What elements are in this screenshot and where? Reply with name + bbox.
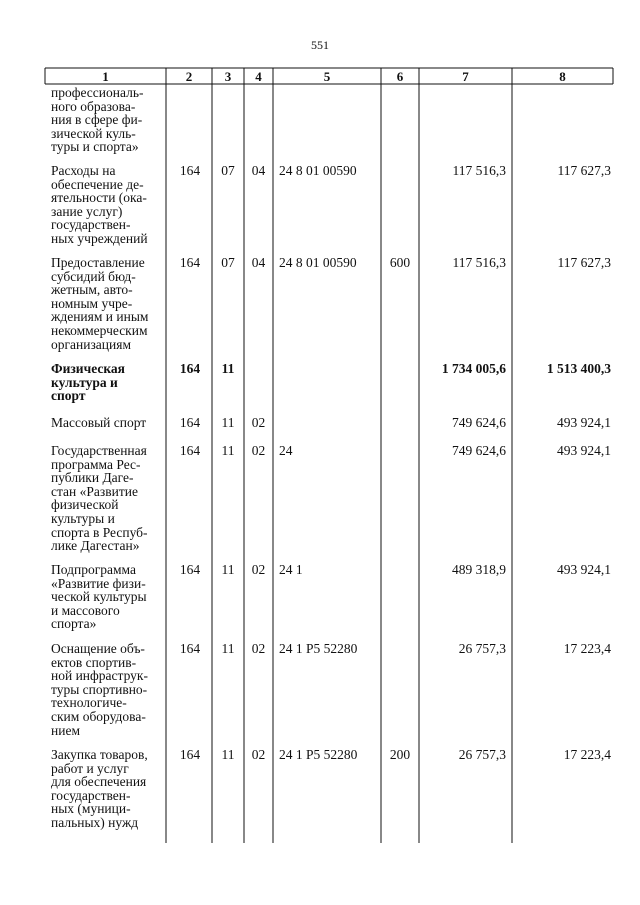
- column-header-2: 2: [185, 69, 193, 84]
- row-section: 11: [221, 361, 235, 376]
- row-name: Расходы на обеспечение де- ятельности (ока- зание услуг) государствен- ных учреждений: [51, 163, 148, 246]
- row-amount-1: 26 757,3: [458, 747, 506, 762]
- row-section: 11: [221, 747, 235, 762]
- row-subsection: 02: [251, 641, 266, 656]
- column-header-5: 5: [323, 69, 331, 84]
- row-amount-2: 493 924,1: [557, 562, 611, 577]
- row-name: Массовый спорт: [51, 415, 147, 430]
- column-header-7: 7: [462, 69, 469, 84]
- row-code: 164: [179, 361, 201, 376]
- row-amount-1: 117 516,3: [452, 255, 506, 270]
- row-section: 11: [221, 415, 235, 430]
- row-section: 11: [221, 641, 235, 656]
- row-subsection: 04: [251, 255, 266, 270]
- row-expense-type: 200: [389, 747, 411, 762]
- row-code: 164: [179, 641, 201, 656]
- row-amount-1: 1 734 005,6: [441, 361, 506, 376]
- row-code: 164: [179, 562, 201, 577]
- row-name: профессиональ- ного образова- ния в сфере фи- зической куль- туры и спорта»: [51, 85, 144, 155]
- row-code: 164: [179, 415, 201, 430]
- row-section: 07: [221, 163, 235, 178]
- row-amount-2: 117 627,3: [557, 163, 611, 178]
- row-name: Предоставление субсидий бюд- жетным, авто- номным учре- ждениям и иным некоммерческим организациям: [51, 255, 149, 352]
- row-amount-2: 493 924,1: [557, 443, 611, 458]
- row-section: 11: [221, 443, 235, 458]
- row-section: 07: [221, 255, 235, 270]
- row-code: 164: [179, 255, 201, 270]
- row-target: 24: [279, 443, 293, 458]
- column-header-3: 3: [224, 69, 232, 84]
- row-target: 24 1 P5 52280: [279, 641, 358, 656]
- row-amount-2: 117 627,3: [557, 255, 611, 270]
- row-name: Государственная программа Рес- публики Даге- стан «Развитие физической культуры и спорта в Респуб- лике Дагестан»: [51, 443, 148, 554]
- row-section: 11: [221, 562, 235, 577]
- row-name: Физическая культура и спорт: [51, 361, 125, 404]
- row-amount-1: 117 516,3: [452, 163, 506, 178]
- row-code: 164: [179, 747, 201, 762]
- row-name: Подпрограмма «Развитие физи- ческой культуры и массового спорта»: [51, 562, 147, 632]
- row-name: Закупка товаров, работ и услуг для обеспечения государствен- ных (муници- пальных) нужд: [51, 747, 148, 830]
- row-subsection: 02: [251, 747, 266, 762]
- row-amount-2: 17 223,4: [563, 641, 611, 656]
- row-subsection: 02: [251, 562, 266, 577]
- page-number: 551: [311, 38, 329, 52]
- row-code: 164: [179, 163, 201, 178]
- row-subsection: 02: [251, 415, 266, 430]
- row-code: 164: [179, 443, 201, 458]
- row-amount-1: 749 624,6: [452, 415, 506, 430]
- column-header-8: 8: [559, 69, 566, 84]
- row-target: 24 1: [279, 562, 303, 577]
- row-amount-2: 17 223,4: [563, 747, 611, 762]
- row-target: 24 8 01 00590: [279, 163, 357, 178]
- row-name: Оснащение объ- ектов спортив- ной инфраструк- туры спортивно- технологиче- ским оборудова- нием: [51, 641, 148, 738]
- row-target: 24 8 01 00590: [279, 255, 357, 270]
- row-amount-2: 493 924,1: [557, 415, 611, 430]
- column-header-6: 6: [396, 69, 404, 84]
- row-subsection: 02: [251, 443, 266, 458]
- row-amount-2: 1 513 400,3: [546, 361, 611, 376]
- column-header-4: 4: [255, 69, 262, 84]
- row-expense-type: 600: [389, 255, 411, 270]
- row-amount-1: 26 757,3: [458, 641, 506, 656]
- row-target: 24 1 P5 52280: [279, 747, 358, 762]
- row-amount-1: 489 318,9: [452, 562, 506, 577]
- column-header-1: 1: [102, 69, 109, 84]
- row-subsection: 04: [251, 163, 266, 178]
- row-amount-1: 749 624,6: [452, 443, 506, 458]
